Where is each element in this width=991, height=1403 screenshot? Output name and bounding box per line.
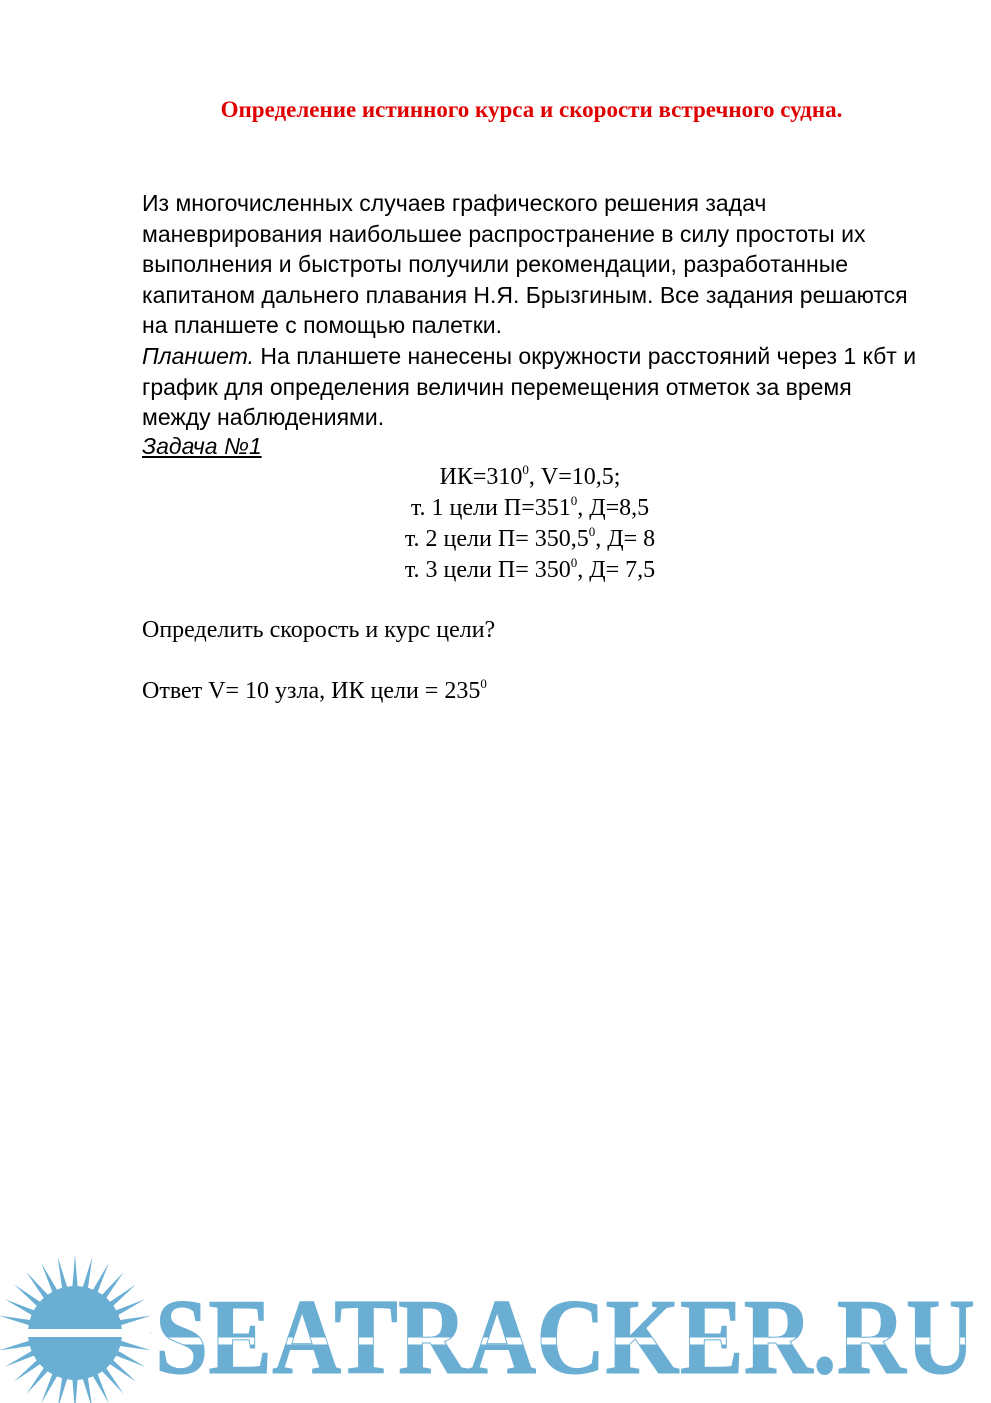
tablet-lead: Планшет. [142, 343, 255, 369]
tablet-text: На планшете нанесены окружности расстояний через 1 кбт и график для определения величин перемещения отметок за время между наблюдениями. [142, 343, 917, 431]
answer-text: Ответ V= 10 узла, ИК цели = $235^0$ [142, 676, 487, 704]
given-line-3: т. 2 цели $П= 350,5^0$, Д= 8 [404, 524, 656, 552]
given-line-4: т. 3 цели $П= 350^0$, Д= 7,5 [404, 555, 656, 583]
given-line-2: т. 1 цели $П=351^0$, Д=8,5 [410, 493, 650, 521]
tablet-paragraph [142, 341, 922, 433]
given-line-1: $ИК=310^0$, V=10,5; [439, 462, 621, 490]
page-title: Определение истинного курса и скорости встречного судна. [220, 97, 843, 122]
horizon-line [0, 1329, 150, 1337]
seatracker-logo [0, 1255, 991, 1403]
question-text: Определить скорость и курс цели? [142, 617, 496, 643]
intro-paragraph: Из многочисленных случаев графического решения задач маневрирования наибольшее распространение в силу простоты их выполнения и быстроты получили рекомендации, разработанные капитаном дальнего плавания Н.Я. Брызгиным. Все задания решаются на планшете с помощью палетки. [142, 190, 908, 339]
task-label: Задача №1 [142, 433, 262, 459]
logo-text: SEATRACKER.RU [155, 1278, 975, 1397]
sun-icon [0, 1255, 153, 1403]
